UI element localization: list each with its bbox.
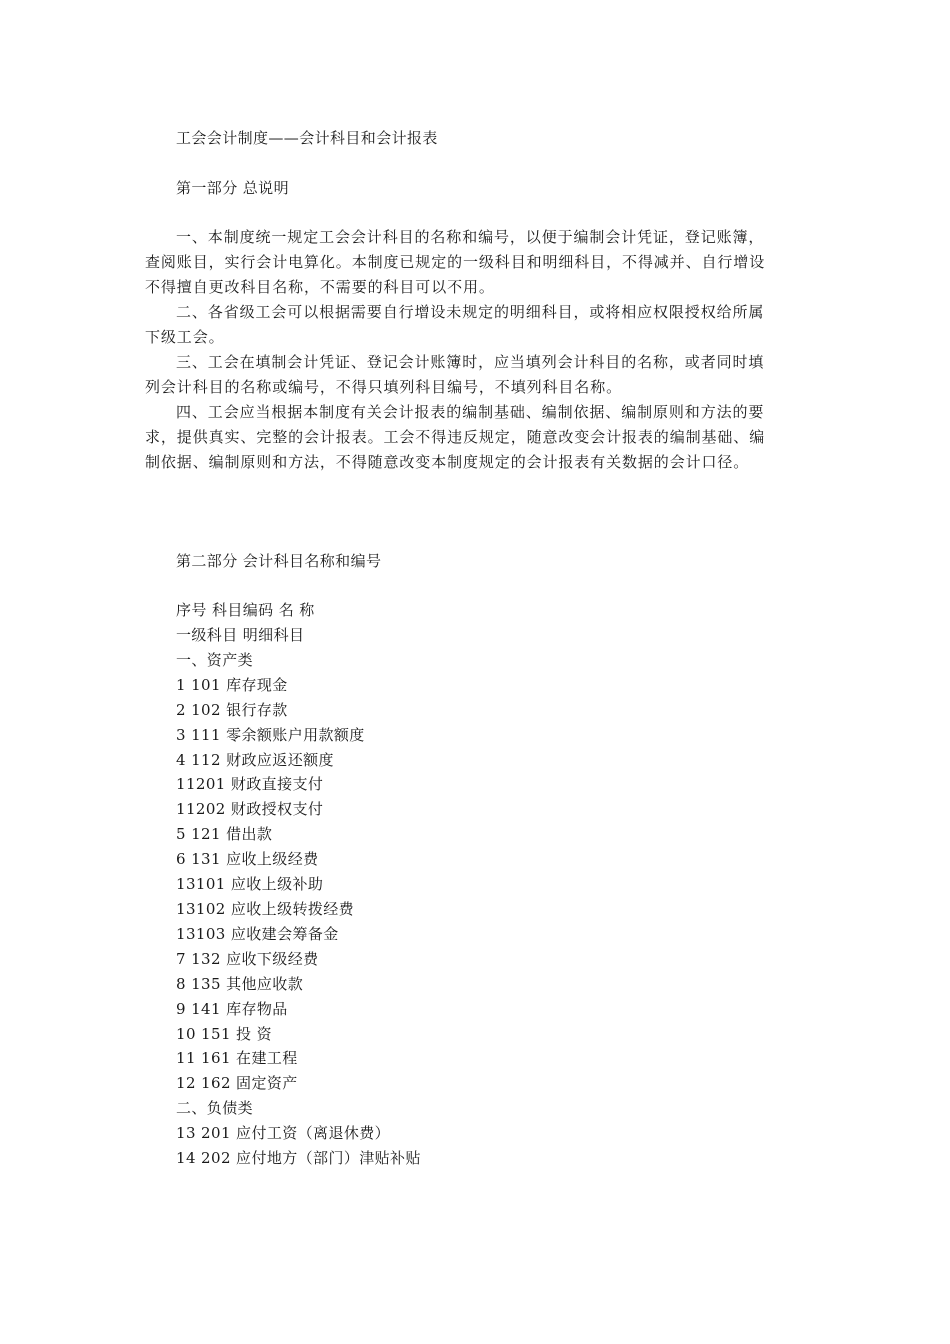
part1-heading: 第一部分 总说明 (176, 179, 289, 197)
list-item: 10 151 投 资 (176, 1025, 273, 1043)
list-item: 9 141 库存物品 (176, 1000, 288, 1018)
part1-paragraph-2-line-2: 下级工会。 (145, 328, 225, 346)
list-item: 一、资产类 (176, 651, 254, 669)
list-item: 二、负债类 (176, 1099, 254, 1117)
list-item: 4 112 财政应返还额度 (176, 751, 334, 769)
list-item: 12 162 固定资产 (176, 1074, 298, 1092)
list-item: 11201 财政直接支付 (176, 775, 324, 793)
list-item: 11 161 在建工程 (176, 1049, 298, 1067)
part1-paragraph-1-line-2: 查阅账目，实行会计电算化。本制度已规定的一级科目和明细科目，不得减并、自行增设 (145, 253, 766, 271)
part1-paragraph-2-line-1: 二、各省级工会可以根据需要自行增设未规定的明细科目，或将相应权限授权给所属 (176, 303, 765, 321)
part1-paragraph-4-line-2: 求，提供真实、完整的会计报表。工会不得违反规定，随意改变会计报表的编制基础、编 (145, 428, 766, 446)
list-item: 11202 财政授权支付 (176, 800, 324, 818)
part1-paragraph-4-line-1: 四、工会应当根据本制度有关会计报表的编制基础、编制依据、编制原则和方法的要 (176, 403, 765, 421)
list-item: 13103 应收建会筹备金 (176, 925, 339, 943)
table-subheader-row: 一级科目 明细科目 (176, 626, 305, 644)
list-item: 1 101 库存现金 (176, 676, 288, 694)
part1-paragraph-4-line-3: 制依据、编制原则和方法，不得随意改变本制度规定的会计报表有关数据的会计口径。 (145, 453, 750, 471)
document-title: 工会会计制度——会计科目和会计报表 (176, 129, 438, 147)
list-item: 8 135 其他应收款 (176, 975, 304, 993)
list-item: 13101 应收上级补助 (176, 875, 324, 893)
list-item: 3 111 零余额账户用款额度 (176, 726, 365, 744)
part2-heading: 第二部分 会计科目名称和编号 (176, 552, 382, 570)
list-item: 14 202 应付地方（部门）津贴补贴 (176, 1149, 421, 1167)
list-item: 7 132 应收下级经费 (176, 950, 319, 968)
list-item: 6 131 应收上级经费 (176, 850, 319, 868)
list-item: 2 102 银行存款 (176, 701, 288, 719)
part1-paragraph-1-line-3: 不得擅自更改科目名称，不需要的科目可以不用。 (145, 278, 495, 296)
table-header-row: 序号 科目编码 名 称 (176, 601, 315, 619)
part1-paragraph-3-line-1: 三、工会在填制会计凭证、登记会计账簿时，应当填列会计科目的名称，或者同时填 (176, 353, 765, 371)
list-item: 13 201 应付工资（离退休费） (176, 1124, 391, 1142)
list-item: 13102 应收上级转拨经费 (176, 900, 355, 918)
part1-paragraph-1-line-1: 一、本制度统一规定工会会计科目的名称和编号，以便于编制会计凭证，登记账簿， (176, 228, 765, 246)
list-item: 5 121 借出款 (176, 825, 273, 843)
part1-paragraph-3-line-2: 列会计科目的名称或编号，不得只填列科目编号，不填列科目名称。 (145, 378, 623, 396)
